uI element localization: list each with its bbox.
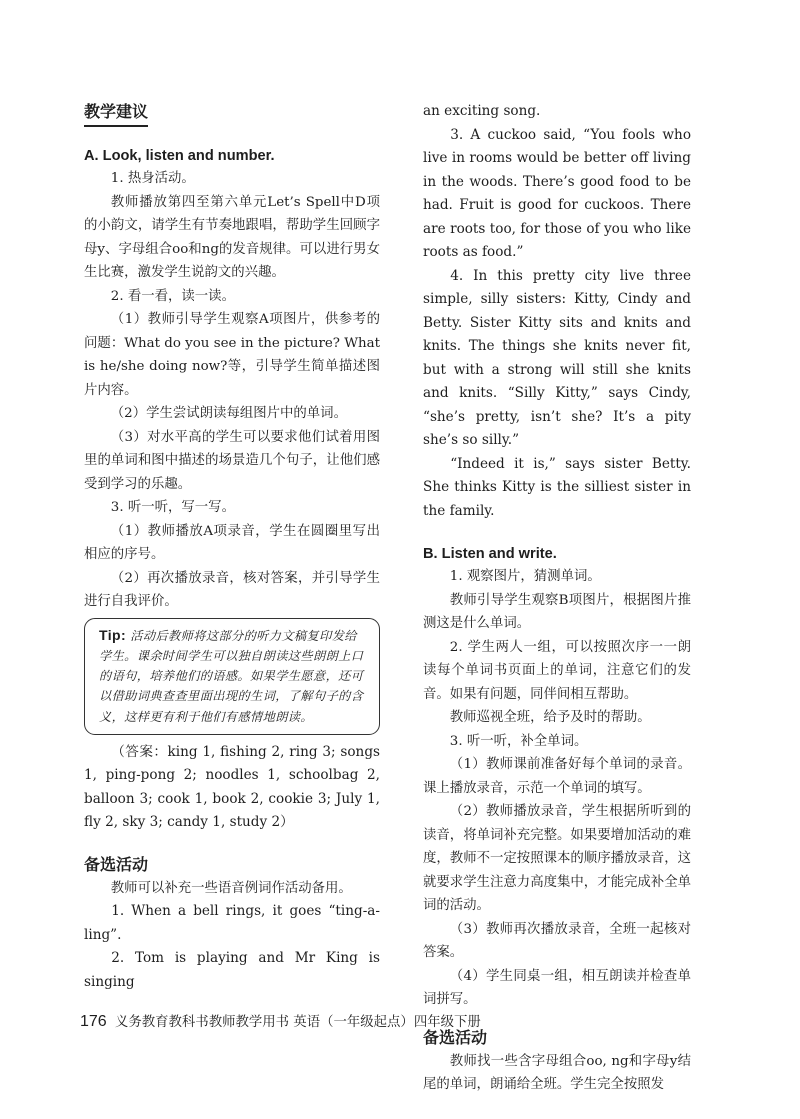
page-heading: 教学建议	[84, 100, 148, 127]
answers-paragraph: （答案：king 1, fishing 2, ring 3; songs 1, ping-pong 2; noodles 1, schoolbag 2, balloon 3; cook 1, book 2, cookie 3; July 1, fly 2, sky 3; candy 1, study 2）	[84, 743, 380, 831]
paragraph: 教师可以补充一些语音例词作活动备用。	[110, 880, 352, 896]
paragraph: 2. 看一看，读一读。	[110, 288, 235, 304]
paragraph: （2）学生尝试朗读每组图片中的单词。	[110, 406, 347, 421]
paragraph: （2）再次播放录音，核对答案，并引导学生进行自我评价。	[84, 570, 380, 609]
section-a-title: A. Look, listen and number.	[84, 148, 275, 164]
paragraph: 1. When a bell rings, it goes “ting-a-ling”.	[84, 903, 380, 943]
paragraph: 2. 学生两人一组，可以按照次序一一朗读每个单词书页面上的单词，注意它们的发音。如果有问题，同伴间相互帮助。	[423, 639, 691, 702]
paragraph: 1. 观察图片，猜测单词。	[449, 569, 601, 584]
paragraph: an exciting song.	[423, 103, 541, 119]
paragraph: “Indeed it is,” says sister Betty. She thinks Kitty is the silliest sister in the family.	[423, 455, 691, 519]
tip-box	[84, 618, 380, 735]
paragraph: 3. 听一听，补全单词。	[449, 733, 588, 749]
page-number: 176	[80, 1013, 107, 1030]
tip-text: 活动后教师将这部分的听力文稿复印发给学生。课余时间学生可以独自朗读这些朗朗上口的语句，培养他们的语感。如果学生愿意，还可以借助词典查查里面出现的生词，了解句子的含义，这样更有利于他们有感情地朗读。	[99, 628, 364, 724]
optional-activities-title: 备选活动	[423, 1027, 488, 1047]
paragraph: 教师巡视全班，给予及时的帮助。	[449, 710, 651, 725]
paragraph: （1）教师课前准备好每个单词的录音。课上播放录音，示范一个单词的填写。	[423, 757, 691, 796]
section-b-title: B. Listen and write.	[423, 546, 557, 562]
paragraph: （3）教师再次播放录音，全班一起核对答案。	[423, 921, 691, 960]
optional-activities-title: 备选活动	[84, 854, 149, 874]
right-column	[423, 100, 691, 1097]
paragraph: 4. In this pretty city live three simple, silly sisters: Kitty, Cindy and Betty. Sister Kitty sits and knits and knits. The things she knits never fit, but with a strong will still she knits and knits. “Silly Kitty,” says Cindy, “she’s pretty, isn’t she? It’s a pity she’s so silly.”	[423, 267, 691, 448]
paragraph: 3. 听一听，写一写。	[110, 500, 235, 515]
paragraph: 1. 热身活动。	[110, 171, 195, 186]
page-footer	[80, 1012, 720, 1033]
paragraph: 教师找一些含字母组合oo, ng和字母y结尾的单词，朗诵给全班。学生完全按照发	[423, 1053, 691, 1092]
left-column	[84, 100, 380, 994]
paragraph: （2）教师播放录音，学生根据所听到的读音，将单词补充完整。如果要增加活动的难度，教师不一定按照课本的顺序播放录音，这就要求学生注意力高度集中，才能完成补全单词的活动。	[423, 804, 691, 913]
paragraph: 3. A cuckoo said, “You fools who live in rooms would be better off living in the woods. There’s good food to be had. Fruit is good for cuckoos. There are roots too, for those of you who like roots as food.”	[423, 126, 691, 260]
paragraph: （1）教师引导学生观察A项图片，供参考的问题：What do you see in the picture? What is he/she doing now?等，引导学生简单描述图片内容。	[84, 312, 380, 398]
book-title: 义务教育教科书教师教学用书 英语（一年级起点）四年级下册	[114, 1015, 481, 1030]
tip-label: Tip:	[99, 626, 127, 643]
paragraph: （1）教师播放A项录音，学生在圆圈里写出相应的序号。	[84, 523, 380, 562]
paragraph: 教师播放第四至第六单元Let’s Spell中D项的小韵文，请学生有节奏地跟唱，帮助学生回顾字母y、字母组合oo和ng的发音规律。可以进行男女生比赛，激发学生说韵文的兴趣。	[84, 194, 380, 280]
paragraph: （3）对水平高的学生可以要求他们试着用图里的单词和图中描述的场景造几个句子，让他们感受到学习的乐趣。	[84, 429, 380, 492]
paragraph: 2. Tom is playing and Mr King is singing	[84, 950, 380, 990]
paragraph: （4）学生同桌一组，相互朗读并检查单词拼写。	[423, 968, 691, 1007]
paragraph: 教师引导学生观察B项图片，根据图片推测这是什么单词。	[423, 592, 691, 631]
